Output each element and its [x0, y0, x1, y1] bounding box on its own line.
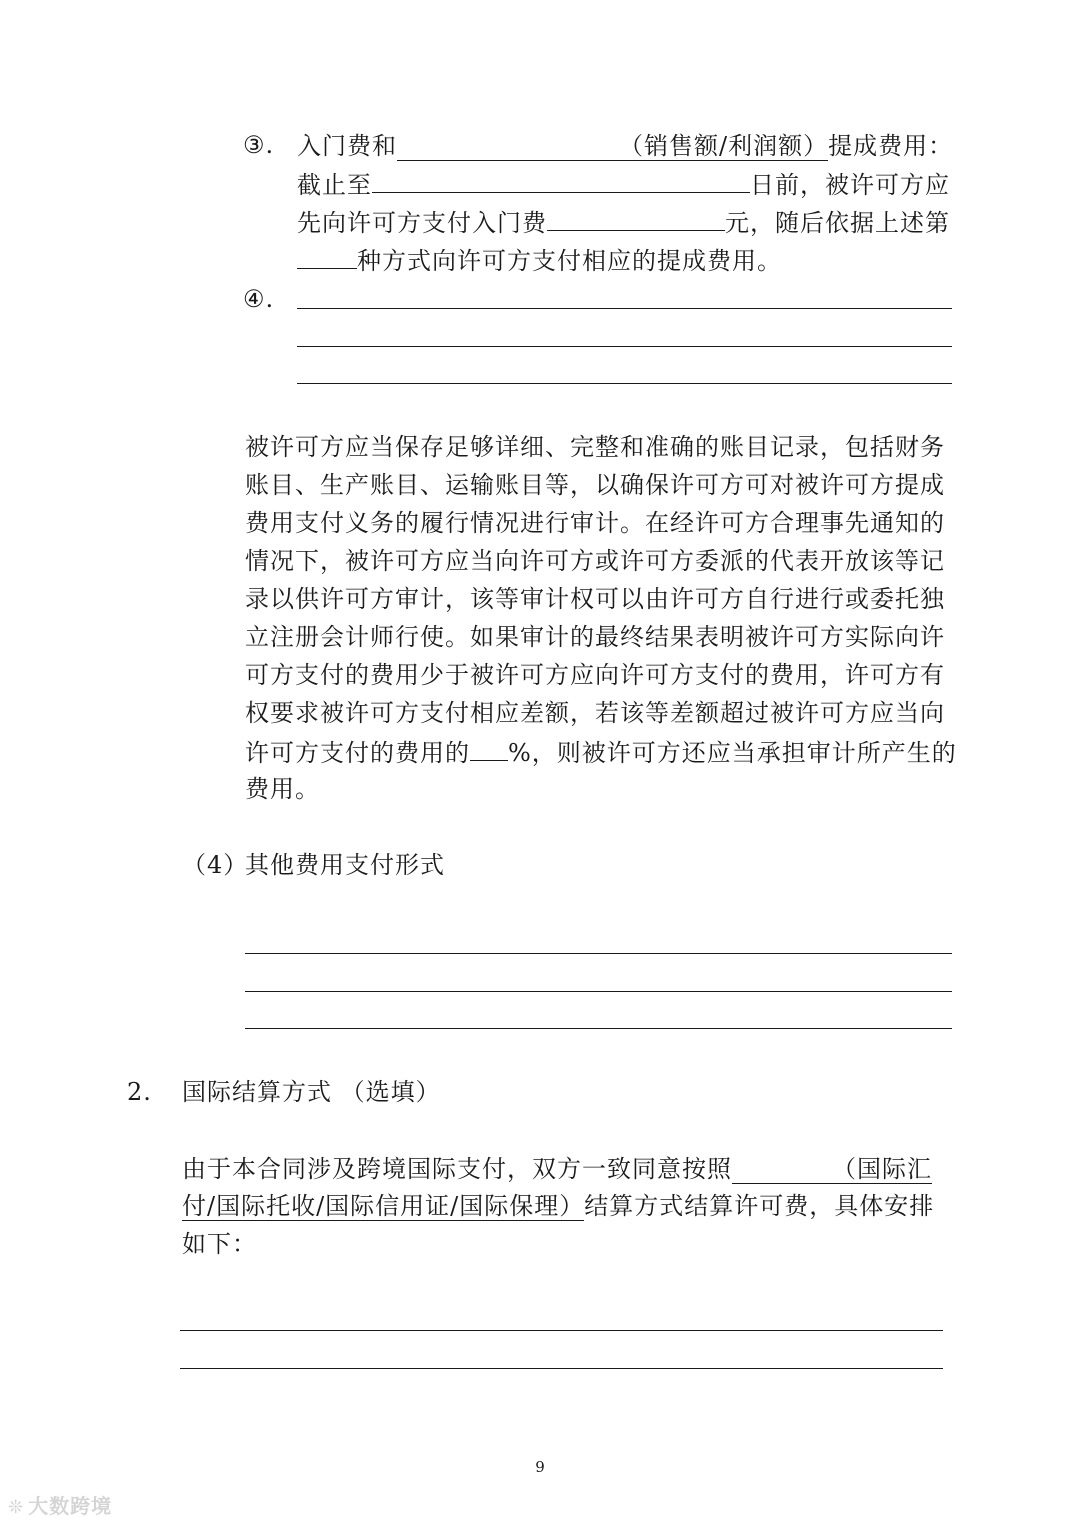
section-2-number: 2.: [127, 1078, 152, 1106]
page-number: 9: [535, 1458, 545, 1476]
settlement-method-blank: [732, 1155, 932, 1184]
intl-line-3: 如下：: [182, 1230, 257, 1258]
audit-line-9-text: 许可方支付的费用的: [245, 739, 470, 767]
intl-line-1: [182, 1153, 932, 1184]
item-3-line-3-suffix: 元，随后依据上述第: [725, 209, 950, 237]
percentage-blank: [470, 736, 508, 761]
audit-line-5: 录以供许可方审计，该等审计权可以由许可方自行进行或委托独: [245, 585, 945, 613]
audit-line-8: 权要求被许可方支付相应差额，若该等差额超过被许可方应当向: [245, 699, 945, 727]
audit-line-3: 费用支付义务的履行情况进行审计。在经许可方合理事先通知的: [245, 509, 945, 537]
blank-fill: [732, 1153, 832, 1177]
audit-line-2: 账目、生产账目、运输账目等，以确保许可方可对被许可方提成: [245, 471, 945, 499]
item-3-line-3-text: 先向许可方支付入门费: [297, 209, 547, 237]
item-3-line-4: [297, 244, 782, 276]
audit-line-9: [245, 736, 957, 768]
settlement-options-part-1: （国际汇: [832, 1155, 932, 1183]
section-4-blank-line-1: [245, 953, 952, 954]
intl-line-2-suffix: 结算方式结算许可费，具体安排: [584, 1192, 935, 1220]
audit-line-6: 立注册会计师行使。如果审计的最终结果表明被许可方实际向许: [245, 623, 945, 651]
intl-line-2: [182, 1191, 934, 1221]
blank-fill: [397, 130, 619, 154]
section-4-blank-line-2: [245, 991, 952, 992]
audit-line-9-suffix: %，则被许可方还应当承担审计所产生的: [508, 739, 957, 767]
item-3-line-3: [297, 206, 950, 238]
settlement-options-part-2: 付/国际托收/国际信用证/国际保理）: [182, 1192, 585, 1220]
item-4-blank-line-3: [297, 383, 952, 384]
item-4-blank-line-2: [297, 346, 952, 347]
item-3-line-2-suffix: 日前，被许可方应: [750, 171, 950, 199]
item-4-marker: ④.: [243, 285, 275, 313]
item-3-line-2-text: 截止至: [297, 171, 372, 199]
watermark-logo-icon: ❊: [8, 1497, 25, 1518]
sales-profit-options: （销售额/利润额）: [619, 132, 829, 160]
deadline-date-blank: [372, 168, 750, 193]
intl-blank-line-2: [180, 1368, 943, 1369]
method-number-blank: [297, 244, 357, 269]
audit-line-4: 情况下，被许可方应当向许可方或许可方委派的代表开放该等记: [245, 547, 945, 575]
section-2-title: 国际结算方式 （选填）: [182, 1078, 441, 1106]
item-3-line-1-text: 入门费和: [297, 132, 397, 160]
watermark-text: 大数跨境: [28, 1494, 113, 1518]
item-3-line-4-text: 种方式向许可方支付相应的提成费用。: [357, 247, 782, 275]
audit-line-1: 被许可方应当保存足够详细、完整和准确的账目记录，包括财务: [245, 433, 945, 461]
entry-fee-blank: [547, 206, 725, 231]
sales-profit-blank: [397, 132, 828, 161]
item-4-blank-line-1: [297, 308, 952, 309]
item-3-marker: ③.: [243, 131, 275, 159]
section-4-blank-line-3: [245, 1028, 952, 1029]
audit-line-7: 可方支付的费用少于被许可方应向许可方支付的费用，许可方有: [245, 661, 945, 689]
item-3-line-1: [297, 130, 953, 161]
section-4-number: （4）: [182, 851, 249, 879]
intl-blank-line-1: [180, 1330, 943, 1331]
item-3-line-2: [297, 168, 950, 200]
section-4-title: 其他费用支付形式: [245, 851, 445, 879]
item-3-line-1-suffix: 提成费用：: [828, 132, 954, 160]
audit-line-10: 费用。: [245, 775, 320, 803]
watermark: [8, 1490, 112, 1519]
intl-line-1-text: 由于本合同涉及跨境国际支付，双方一致同意按照: [182, 1155, 732, 1183]
